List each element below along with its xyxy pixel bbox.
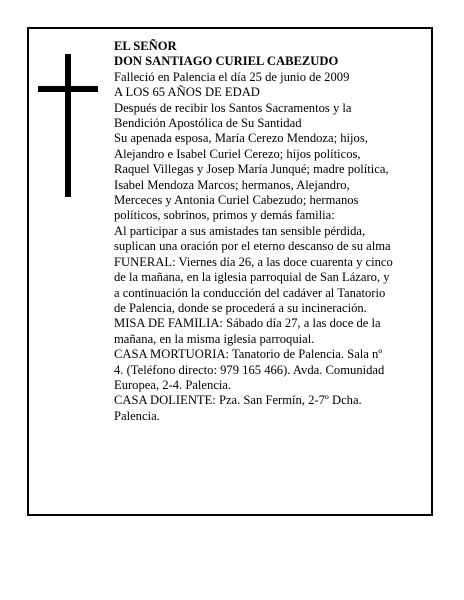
text-line: Su apenada esposa, María Cerezo Mendoza; hijos, — [114, 131, 368, 146]
text-line: Falleció en Palencia el día 25 de junio de 2009 — [114, 69, 350, 84]
text-line: Palencia. — [114, 408, 160, 423]
text-line: CASA MORTUORIA: Tanatorio de Palencia. Sala nº — [114, 347, 383, 362]
cross-horizontal-bar — [38, 86, 98, 92]
text-line: Europea, 2-4. Palencia. — [114, 377, 232, 392]
obituary-paragraph — [114, 131, 414, 223]
obituary-paragraph — [114, 224, 414, 255]
text-line: Merceces y Antonia Curiel Cabezudo; hermanos — [114, 193, 359, 208]
text-line: FUNERAL: Viernes día 26, a las doce cuarenta y cinco — [114, 254, 393, 269]
text-line: de la mañana, en la iglesia parroquial de San Lázaro, y — [114, 270, 390, 285]
text-line: A LOS 65 AÑOS DE EDAD — [114, 85, 260, 100]
text-line: suplican una oración por el eterno descanso de su alma — [114, 239, 391, 254]
obituary-paragraph — [114, 316, 414, 347]
text-line: mañana, en la misma iglesia parroquial. — [114, 331, 315, 346]
deceased-name: DON SANTIAGO CURIEL CABEZUDO — [114, 54, 339, 69]
deceased-title: EL SEÑOR — [114, 39, 177, 53]
text-line: CASA DOLIENTE: Pza. San Fermín, 2-7º Dcha. — [114, 393, 362, 408]
text-line: MISA DE FAMILIA: Sábado día 27, a las doce de la — [114, 316, 381, 331]
obituary-paragraph — [114, 85, 414, 100]
text-line: políticos, sobrinos, primos y demás familia: — [114, 208, 335, 223]
text-line: Al participar a sus amistades tan sensible pérdida, — [114, 223, 366, 238]
obituary-paragraph — [114, 347, 414, 393]
text-line: 4. (Teléfono directo: 979 165 466). Avda. Comunidad — [114, 362, 385, 377]
obituary-paragraphs — [114, 70, 414, 424]
text-line: Alejandro e Isabel Curiel Cerezo; hijos políticos, — [114, 146, 361, 161]
cross-vertical-bar — [65, 54, 71, 197]
obituary-paragraph — [114, 70, 414, 85]
obituary-paragraph — [114, 393, 414, 424]
text-line: Bendición Apostólica de Su Santidad — [114, 116, 302, 131]
text-line: de Palencia, donde se procederá a su incineración. — [114, 300, 367, 315]
obituary-paragraph — [114, 255, 414, 317]
text-line: Raquel Villegas y Josep María Junqué; madre política, — [114, 162, 389, 177]
obituary-paragraph — [114, 101, 414, 132]
text-line: Después de recibir los Santos Sacramentos y la — [114, 100, 352, 115]
text-line: Isabel Mendoza Marcos; hermanos, Alejandro, — [114, 177, 350, 192]
obituary-text — [114, 39, 414, 424]
text-line: a continuación la conducción del cadáver al Tanatorio — [114, 285, 386, 300]
